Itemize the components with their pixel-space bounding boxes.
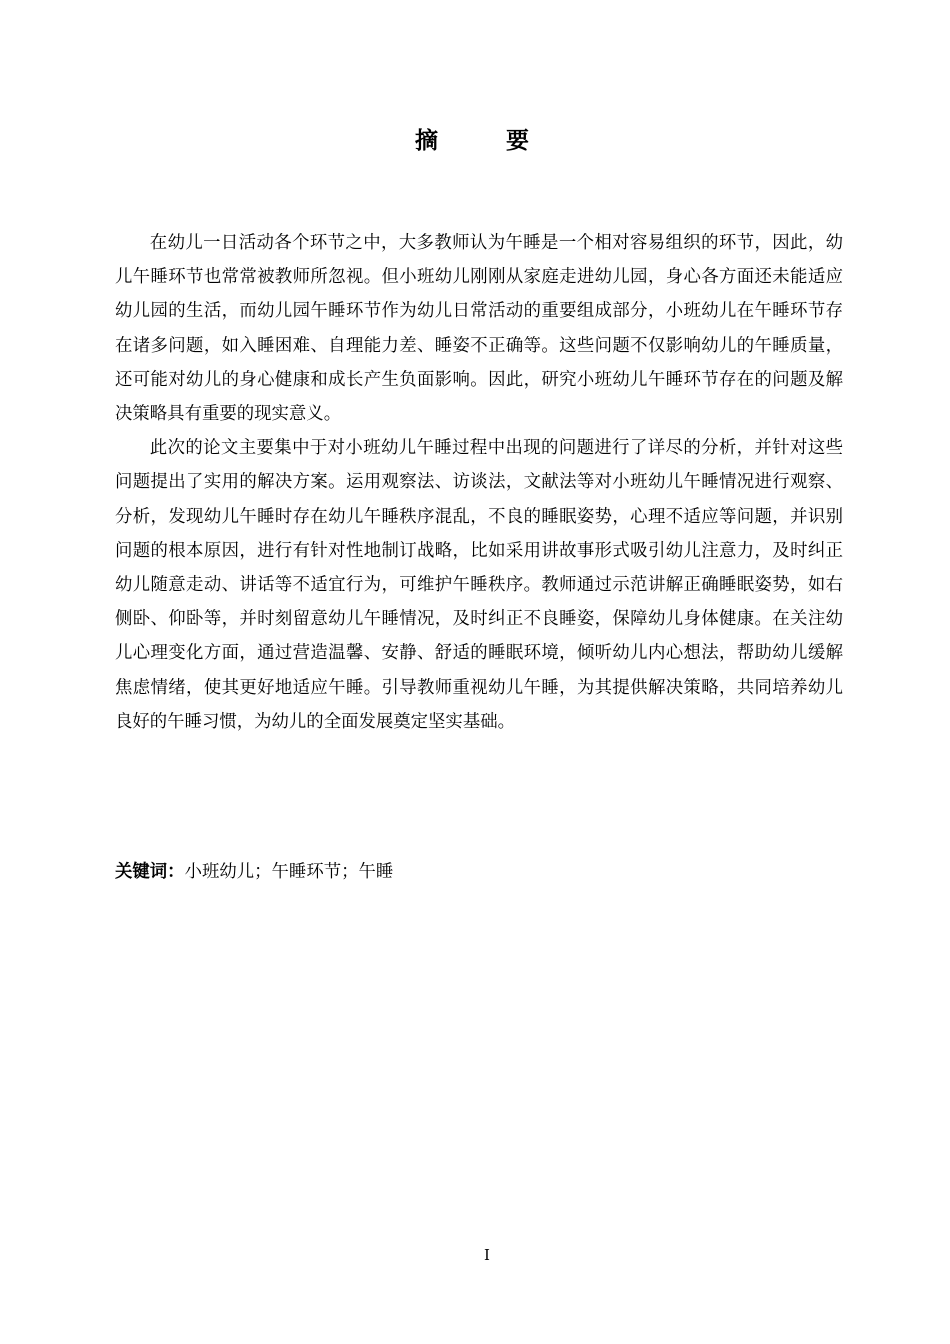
- abstract-body: [115, 226, 843, 739]
- abstract-paragraph-1: 在幼儿一日活动各个环节之中，大多教师认为午睡是一个相对容易组织的环节，因此，幼儿午睡环节也常常被教师所忽视。但小班幼儿刚刚从家庭走进幼儿园，身心各方面还未能适应幼儿园的生活，而幼儿园午睡环节作为幼儿日常活动的重要组成部分，小班幼儿在午睡环节存在诸多问题，如入睡困难、自理能力差、睡姿不正确等。这些问题不仅影响幼儿的午睡质量，还可能对幼儿的身心健康和成长产生负面影响。因此，研究小班幼儿午睡环节存在的问题及解决策略具有重要的现实意义。: [115, 233, 843, 425]
- page-number: I: [484, 1246, 490, 1264]
- abstract-paragraph-2: 此次的论文主要集中于对小班幼儿午睡过程中出现的问题进行了详尽的分析，并针对这些问题提出了实用的解决方案。运用观察法、访谈法，文献法等对小班幼儿午睡情况进行观察、分析，发现幼儿午睡时存在幼儿午睡秩序混乱，不良的睡眠姿势，心理不适应等问题，并识别问题的根本原因，进行有针对性地制订战略，比如采用讲故事形式吸引幼儿注意力，及时纠正幼儿随意走动、讲话等不适宜行为，可维护午睡秩序。教师通过示范讲解正确睡眠姿势，如右侧卧、仰卧等，并时刻留意幼儿午睡情况，及时纠正不良睡姿，保障幼儿身体健康。在关注幼儿心理变化方面，通过营造温馨、安静、舒适的睡眠环境，倾听幼儿内心想法，帮助幼儿缓解焦虑情绪，使其更好地适应午睡。引导教师重视幼儿午睡，为其提供解决策略，共同培养幼儿良好的午睡习惯，为幼儿的全面发展奠定坚实基础。: [115, 438, 843, 732]
- keywords-value: 小班幼儿；午睡环节；午睡: [184, 862, 394, 882]
- keywords-line: [115, 855, 843, 889]
- page-title: 摘 要: [414, 128, 559, 154]
- keywords-label: 关键词：: [115, 862, 185, 882]
